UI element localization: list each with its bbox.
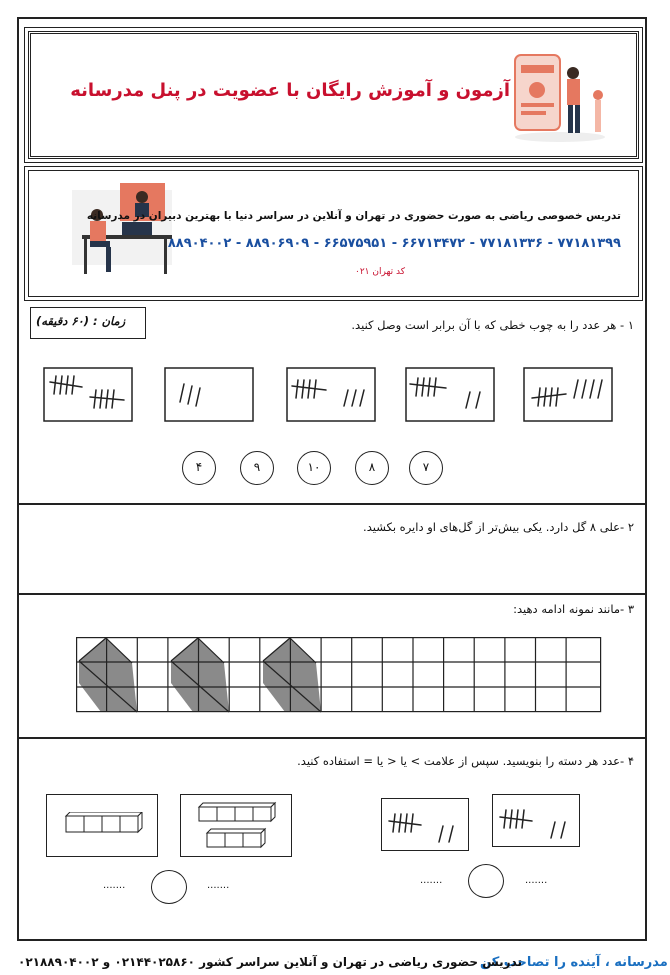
tally-box-7 [406,368,494,421]
tally-group [292,380,326,398]
compare-circle-left[interactable] [151,870,187,904]
tally-group [410,378,446,396]
divider [17,737,647,739]
ad-phones: ۷۷۱۸۱۳۹۹ - ۷۷۱۸۱۳۳۶ - ۶۶۷۱۳۴۷۲ - ۶۶۵۷۵۹۵۱ - ۸۸۹۰۶۹۰۹ - ۸۸۹۰۴۰۰۲ [167,236,621,251]
number-label: ۴ [195,460,203,474]
grid-lines [76,637,601,712]
q3-text: ۳ -مانند نمونه ادامه دهید: [513,602,634,616]
number-label: ۹ [253,460,261,474]
banner-title: آزمون و آموزش رایگان با عضویت در پنل مدرسانه [70,80,510,101]
number-circle[interactable] [297,451,331,485]
footer-brand: مدرسانه ، آینده را تصاحب کن [480,955,668,970]
tally-strokes [574,380,602,398]
tally-strokes [466,392,480,408]
tally-box-3 [165,368,253,421]
answer-blank[interactable]: ....... [525,875,548,886]
footer-text: تدریس حضوری ریاضی در تهران و آنلاین سراسر کشور ۰۲۱۴۴۰۲۵۸۶۰ و ۰۲۱۸۸۹۰۴۰۰۲ [18,955,523,969]
ad-line: تدریس خصوصی ریاضی به صورت حضوری در تهران و آنلاین در سراسر دنیا با بهترین دبیران در مدرسانه [86,210,621,222]
answer-blank[interactable]: ....... [103,880,126,891]
divider [17,593,647,595]
q2-text: ۲ -علی ۸ گل دارد. یکی بیش‌تر از گل‌های او دایره بکشید. [363,520,634,534]
pattern-shape-2 [171,638,229,712]
tally-box-8 [287,368,375,421]
blocks-rows-7 [193,801,278,851]
q4-tallies [381,794,581,854]
answer-blank[interactable]: ....... [207,880,230,891]
blocks-row-4 [60,812,145,837]
q4-text: ۴ -عدد هر دسته را بنویسید. سپس از علامت > یا < یا = استفاده کنید. [297,754,634,768]
q1-tally-boxes [0,360,670,430]
tally-strokes [180,384,200,406]
tally-group-2 [90,390,124,408]
number-label: ۱۰ [307,460,321,474]
number-label: ۷ [422,460,430,474]
tutor-illustration [62,180,182,280]
answer-blank[interactable]: ....... [420,875,443,886]
time-label: زمان : (۶۰ دقیقه) [36,314,126,328]
q1-text: ۱ - هر عدد را به چوب خطی که با آن برابر است وصل کنید. [351,318,634,332]
pattern-shape-1 [79,638,137,712]
tally-strokes [344,390,364,406]
ad-code: کد تهران ۰۲۱ [355,267,405,277]
banner-illustration [490,45,615,145]
pattern-grid [76,637,602,713]
number-label: ۸ [368,460,376,474]
pattern-shape-3 [263,638,321,712]
compare-circle-right[interactable] [468,864,504,898]
tally-group-1 [50,376,82,394]
number-circle[interactable] [240,451,274,485]
tally-box-10 [44,368,132,421]
number-circle[interactable] [355,451,389,485]
tally-group [532,388,566,406]
number-circle[interactable] [409,451,443,485]
divider [17,503,647,505]
number-circle[interactable] [182,451,216,485]
